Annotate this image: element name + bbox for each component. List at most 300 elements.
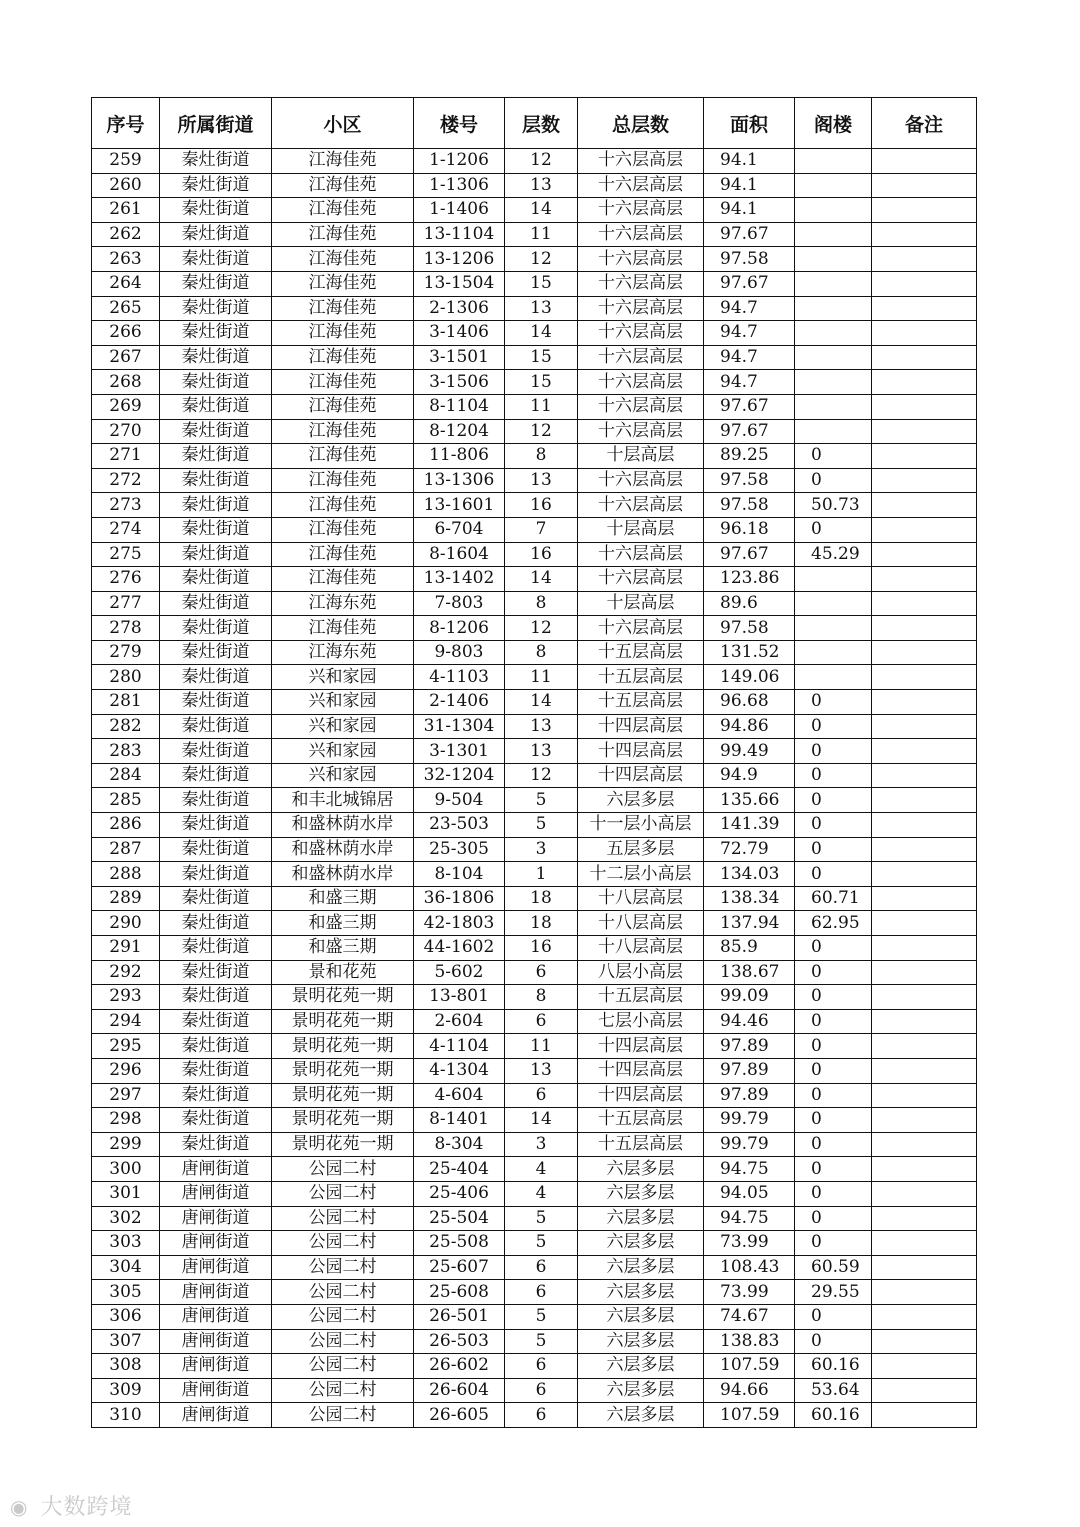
cell-street: 秦灶街道 <box>160 788 272 813</box>
cell-total: 六层多层 <box>578 1403 704 1428</box>
cell-index: 280 <box>92 665 160 690</box>
cell-floor: 18 <box>505 911 578 936</box>
cell-floor: 4 <box>505 1157 578 1182</box>
cell-community: 公园二村 <box>272 1157 414 1182</box>
cell-floor: 4 <box>505 1181 578 1206</box>
table-row <box>92 271 977 296</box>
cell-remarks <box>872 911 977 936</box>
cell-street: 秦灶街道 <box>160 665 272 690</box>
cell-community: 兴和家园 <box>272 665 414 690</box>
cell-floor: 5 <box>505 1206 578 1231</box>
cell-remarks <box>872 1403 977 1428</box>
cell-attic: 60.71 <box>795 886 872 911</box>
table-row <box>92 1403 977 1428</box>
cell-index: 310 <box>92 1403 160 1428</box>
cell-total: 十五层高层 <box>578 985 704 1010</box>
table-row <box>92 1009 977 1034</box>
cell-street: 秦灶街道 <box>160 616 272 641</box>
cell-community: 江海佳苑 <box>272 370 414 395</box>
cell-floor: 13 <box>505 468 578 493</box>
table-row <box>92 911 977 936</box>
cell-building: 26-605 <box>414 1403 505 1428</box>
cell-building: 9-504 <box>414 788 505 813</box>
cell-index: 288 <box>92 862 160 887</box>
cell-remarks <box>872 862 977 887</box>
header-attic: 阁楼 <box>795 98 872 149</box>
cell-remarks <box>872 1058 977 1083</box>
cell-street: 秦灶街道 <box>160 517 272 542</box>
cell-area: 97.67 <box>704 542 795 567</box>
cell-street: 秦灶街道 <box>160 173 272 198</box>
cell-street: 秦灶街道 <box>160 567 272 592</box>
cell-community: 江海东苑 <box>272 591 414 616</box>
cell-community: 公园二村 <box>272 1280 414 1305</box>
table-row <box>92 517 977 542</box>
cell-community: 江海佳苑 <box>272 493 414 518</box>
cell-remarks <box>872 690 977 715</box>
cell-floor: 6 <box>505 1280 578 1305</box>
cell-floor: 13 <box>505 714 578 739</box>
cell-remarks <box>872 1280 977 1305</box>
cell-building: 25-607 <box>414 1255 505 1280</box>
cell-community: 江海佳苑 <box>272 616 414 641</box>
cell-community: 和盛林荫水岸 <box>272 837 414 862</box>
cell-street: 秦灶街道 <box>160 542 272 567</box>
cell-index: 272 <box>92 468 160 493</box>
cell-attic <box>795 419 872 444</box>
cell-remarks <box>872 321 977 346</box>
cell-floor: 11 <box>505 394 578 419</box>
table-row <box>92 1378 977 1403</box>
cell-floor: 16 <box>505 493 578 518</box>
cell-street: 秦灶街道 <box>160 370 272 395</box>
table-row <box>92 149 977 174</box>
table-row <box>92 1083 977 1108</box>
cell-community: 景明花苑一期 <box>272 1132 414 1157</box>
cell-total: 十六层高层 <box>578 222 704 247</box>
cell-area: 97.89 <box>704 1083 795 1108</box>
cell-community: 江海佳苑 <box>272 173 414 198</box>
cell-index: 296 <box>92 1058 160 1083</box>
cell-attic <box>795 665 872 690</box>
header-remarks: 备注 <box>872 98 977 149</box>
cell-street: 秦灶街道 <box>160 763 272 788</box>
cell-community: 兴和家园 <box>272 739 414 764</box>
cell-index: 293 <box>92 985 160 1010</box>
cell-building: 3-1501 <box>414 345 505 370</box>
cell-remarks <box>872 665 977 690</box>
cell-building: 4-1103 <box>414 665 505 690</box>
cell-remarks <box>872 739 977 764</box>
cell-building: 5-602 <box>414 960 505 985</box>
cell-total: 十六层高层 <box>578 247 704 272</box>
cell-street: 秦灶街道 <box>160 1083 272 1108</box>
cell-remarks <box>872 493 977 518</box>
cell-attic: 0 <box>795 1231 872 1256</box>
cell-area: 97.67 <box>704 271 795 296</box>
cell-attic: 0 <box>795 1181 872 1206</box>
cell-community: 和盛三期 <box>272 936 414 961</box>
cell-total: 十六层高层 <box>578 493 704 518</box>
cell-floor: 12 <box>505 247 578 272</box>
cell-floor: 11 <box>505 1034 578 1059</box>
cell-attic <box>795 173 872 198</box>
cell-street: 秦灶街道 <box>160 1058 272 1083</box>
cell-remarks <box>872 1206 977 1231</box>
cell-floor: 14 <box>505 198 578 223</box>
cell-total: 十六层高层 <box>578 542 704 567</box>
table-row <box>92 813 977 838</box>
cell-area: 107.59 <box>704 1403 795 1428</box>
cell-street: 秦灶街道 <box>160 345 272 370</box>
cell-total: 十四层高层 <box>578 1034 704 1059</box>
cell-total: 十四层高层 <box>578 1083 704 1108</box>
cell-street: 唐闸街道 <box>160 1280 272 1305</box>
cell-community: 和盛三期 <box>272 911 414 936</box>
header-index: 序号 <box>92 98 160 149</box>
cell-street: 秦灶街道 <box>160 394 272 419</box>
cell-area: 97.67 <box>704 394 795 419</box>
header-floor: 层数 <box>505 98 578 149</box>
table-row <box>92 370 977 395</box>
table-row <box>92 1181 977 1206</box>
cell-street: 秦灶街道 <box>160 837 272 862</box>
cell-street: 唐闸街道 <box>160 1354 272 1379</box>
cell-street: 秦灶街道 <box>160 1132 272 1157</box>
cell-attic: 0 <box>795 1329 872 1354</box>
cell-community: 和盛三期 <box>272 886 414 911</box>
cell-community: 江海佳苑 <box>272 222 414 247</box>
cell-street: 秦灶街道 <box>160 813 272 838</box>
cell-floor: 14 <box>505 690 578 715</box>
cell-total: 十六层高层 <box>578 271 704 296</box>
cell-attic: 60.16 <box>795 1403 872 1428</box>
table-row <box>92 616 977 641</box>
cell-street: 秦灶街道 <box>160 1034 272 1059</box>
table-row <box>92 1329 977 1354</box>
cell-total: 十四层高层 <box>578 1058 704 1083</box>
cell-community: 江海佳苑 <box>272 444 414 469</box>
cell-index: 299 <box>92 1132 160 1157</box>
cell-building: 7-803 <box>414 591 505 616</box>
cell-index: 298 <box>92 1108 160 1133</box>
cell-building: 8-1204 <box>414 419 505 444</box>
cell-area: 134.03 <box>704 862 795 887</box>
cell-community: 公园二村 <box>272 1206 414 1231</box>
cell-remarks <box>872 1083 977 1108</box>
cell-floor: 16 <box>505 542 578 567</box>
cell-index: 274 <box>92 517 160 542</box>
cell-floor: 12 <box>505 763 578 788</box>
cell-total: 六层多层 <box>578 1157 704 1182</box>
cell-attic <box>795 345 872 370</box>
cell-community: 景明花苑一期 <box>272 1058 414 1083</box>
cell-total: 十层高层 <box>578 444 704 469</box>
cell-remarks <box>872 419 977 444</box>
table-row <box>92 714 977 739</box>
cell-total: 十四层高层 <box>578 714 704 739</box>
table-row <box>92 542 977 567</box>
cell-index: 286 <box>92 813 160 838</box>
cell-area: 99.09 <box>704 985 795 1010</box>
cell-attic: 0 <box>795 788 872 813</box>
cell-community: 江海佳苑 <box>272 247 414 272</box>
cell-attic: 0 <box>795 1206 872 1231</box>
cell-street: 秦灶街道 <box>160 149 272 174</box>
cell-street: 秦灶街道 <box>160 419 272 444</box>
cell-building: 6-704 <box>414 517 505 542</box>
cell-total: 十四层高层 <box>578 739 704 764</box>
weibo-icon: ◉ <box>10 1495 29 1519</box>
cell-attic: 29.55 <box>795 1280 872 1305</box>
cell-total: 六层多层 <box>578 1378 704 1403</box>
cell-index: 304 <box>92 1255 160 1280</box>
table-row <box>92 690 977 715</box>
cell-floor: 16 <box>505 936 578 961</box>
cell-index: 278 <box>92 616 160 641</box>
cell-area: 94.66 <box>704 1378 795 1403</box>
cell-area: 94.86 <box>704 714 795 739</box>
cell-attic <box>795 198 872 223</box>
cell-street: 秦灶街道 <box>160 985 272 1010</box>
cell-area: 141.39 <box>704 813 795 838</box>
cell-remarks <box>872 813 977 838</box>
cell-attic: 0 <box>795 1108 872 1133</box>
cell-attic: 0 <box>795 1058 872 1083</box>
cell-remarks <box>872 222 977 247</box>
cell-attic <box>795 616 872 641</box>
cell-community: 兴和家园 <box>272 714 414 739</box>
cell-remarks <box>872 1354 977 1379</box>
cell-floor: 12 <box>505 149 578 174</box>
cell-floor: 1 <box>505 862 578 887</box>
cell-index: 268 <box>92 370 160 395</box>
cell-total: 十六层高层 <box>578 419 704 444</box>
table-row <box>92 1255 977 1280</box>
cell-street: 秦灶街道 <box>160 936 272 961</box>
cell-attic <box>795 271 872 296</box>
cell-index: 297 <box>92 1083 160 1108</box>
cell-area: 97.58 <box>704 247 795 272</box>
cell-community: 兴和家园 <box>272 690 414 715</box>
cell-remarks <box>872 788 977 813</box>
cell-street: 秦灶街道 <box>160 271 272 296</box>
cell-index: 275 <box>92 542 160 567</box>
cell-attic <box>795 149 872 174</box>
cell-street: 秦灶街道 <box>160 198 272 223</box>
cell-attic <box>795 567 872 592</box>
cell-street: 秦灶街道 <box>160 960 272 985</box>
cell-building: 3-1406 <box>414 321 505 346</box>
cell-building: 25-608 <box>414 1280 505 1305</box>
cell-remarks <box>872 567 977 592</box>
cell-attic <box>795 640 872 665</box>
cell-total: 十五层高层 <box>578 640 704 665</box>
cell-community: 江海东苑 <box>272 640 414 665</box>
table-row <box>92 296 977 321</box>
table-row <box>92 247 977 272</box>
cell-floor: 6 <box>505 1354 578 1379</box>
cell-total: 十六层高层 <box>578 468 704 493</box>
cell-building: 23-503 <box>414 813 505 838</box>
table-row <box>92 173 977 198</box>
cell-floor: 6 <box>505 960 578 985</box>
table-row <box>92 493 977 518</box>
cell-area: 99.79 <box>704 1108 795 1133</box>
cell-community: 公园二村 <box>272 1231 414 1256</box>
cell-index: 295 <box>92 1034 160 1059</box>
cell-index: 283 <box>92 739 160 764</box>
cell-street: 秦灶街道 <box>160 222 272 247</box>
cell-area: 97.67 <box>704 419 795 444</box>
cell-remarks <box>872 591 977 616</box>
cell-area: 94.1 <box>704 149 795 174</box>
cell-building: 26-503 <box>414 1329 505 1354</box>
cell-floor: 5 <box>505 1329 578 1354</box>
cell-total: 八层小高层 <box>578 960 704 985</box>
cell-remarks <box>872 173 977 198</box>
table-row <box>92 567 977 592</box>
cell-area: 149.06 <box>704 665 795 690</box>
table-row <box>92 960 977 985</box>
cell-community: 公园二村 <box>272 1403 414 1428</box>
table-row <box>92 1304 977 1329</box>
cell-floor: 3 <box>505 837 578 862</box>
cell-index: 261 <box>92 198 160 223</box>
cell-building: 13-1306 <box>414 468 505 493</box>
cell-area: 107.59 <box>704 1354 795 1379</box>
cell-index: 262 <box>92 222 160 247</box>
cell-index: 294 <box>92 1009 160 1034</box>
cell-total: 十六层高层 <box>578 394 704 419</box>
cell-area: 108.43 <box>704 1255 795 1280</box>
cell-community: 公园二村 <box>272 1181 414 1206</box>
cell-building: 1-1206 <box>414 149 505 174</box>
cell-attic: 60.59 <box>795 1255 872 1280</box>
table-row <box>92 665 977 690</box>
cell-building: 36-1806 <box>414 886 505 911</box>
cell-remarks <box>872 542 977 567</box>
cell-remarks <box>872 394 977 419</box>
cell-floor: 14 <box>505 567 578 592</box>
cell-street: 唐闸街道 <box>160 1181 272 1206</box>
table-row <box>92 394 977 419</box>
cell-attic: 60.16 <box>795 1354 872 1379</box>
cell-building: 3-1506 <box>414 370 505 395</box>
cell-attic: 0 <box>795 813 872 838</box>
cell-total: 六层多层 <box>578 1329 704 1354</box>
cell-floor: 14 <box>505 321 578 346</box>
cell-area: 99.49 <box>704 739 795 764</box>
table-row <box>92 591 977 616</box>
cell-community: 景和花苑 <box>272 960 414 985</box>
cell-community: 江海佳苑 <box>272 394 414 419</box>
cell-total: 十二层小高层 <box>578 862 704 887</box>
cell-total: 六层多层 <box>578 1206 704 1231</box>
cell-floor: 8 <box>505 591 578 616</box>
cell-building: 26-604 <box>414 1378 505 1403</box>
cell-total: 十六层高层 <box>578 321 704 346</box>
cell-street: 唐闸街道 <box>160 1157 272 1182</box>
cell-remarks <box>872 1132 977 1157</box>
cell-remarks <box>872 198 977 223</box>
cell-remarks <box>872 616 977 641</box>
cell-building: 25-504 <box>414 1206 505 1231</box>
table-row <box>92 444 977 469</box>
cell-community: 江海佳苑 <box>272 468 414 493</box>
header-building: 楼号 <box>414 98 505 149</box>
cell-index: 303 <box>92 1231 160 1256</box>
table-row <box>92 739 977 764</box>
table-row <box>92 1206 977 1231</box>
cell-community: 江海佳苑 <box>272 198 414 223</box>
cell-attic: 0 <box>795 1034 872 1059</box>
table-row <box>92 1132 977 1157</box>
cell-area: 73.99 <box>704 1280 795 1305</box>
cell-building: 4-1304 <box>414 1058 505 1083</box>
cell-index: 264 <box>92 271 160 296</box>
cell-community: 公园二村 <box>272 1255 414 1280</box>
cell-area: 97.58 <box>704 616 795 641</box>
cell-remarks <box>872 1329 977 1354</box>
cell-building: 2-1306 <box>414 296 505 321</box>
cell-attic: 62.95 <box>795 911 872 936</box>
cell-street: 秦灶街道 <box>160 640 272 665</box>
cell-street: 秦灶街道 <box>160 714 272 739</box>
cell-community: 江海佳苑 <box>272 271 414 296</box>
cell-area: 137.94 <box>704 911 795 936</box>
cell-area: 94.9 <box>704 763 795 788</box>
cell-area: 96.68 <box>704 690 795 715</box>
cell-building: 3-1301 <box>414 739 505 764</box>
cell-remarks <box>872 1009 977 1034</box>
cell-index: 292 <box>92 960 160 985</box>
cell-index: 307 <box>92 1329 160 1354</box>
cell-building: 8-1104 <box>414 394 505 419</box>
cell-street: 唐闸街道 <box>160 1378 272 1403</box>
cell-attic <box>795 370 872 395</box>
cell-community: 公园二村 <box>272 1378 414 1403</box>
cell-index: 285 <box>92 788 160 813</box>
cell-floor: 13 <box>505 1058 578 1083</box>
cell-total: 十层高层 <box>578 591 704 616</box>
cell-building: 2-604 <box>414 1009 505 1034</box>
cell-floor: 7 <box>505 517 578 542</box>
cell-index: 291 <box>92 936 160 961</box>
cell-area: 94.05 <box>704 1181 795 1206</box>
cell-floor: 8 <box>505 444 578 469</box>
cell-remarks <box>872 296 977 321</box>
cell-attic: 0 <box>795 862 872 887</box>
cell-community: 江海佳苑 <box>272 321 414 346</box>
cell-building: 25-508 <box>414 1231 505 1256</box>
cell-floor: 8 <box>505 985 578 1010</box>
cell-attic: 0 <box>795 468 872 493</box>
cell-attic: 0 <box>795 1304 872 1329</box>
cell-attic: 0 <box>795 1132 872 1157</box>
cell-floor: 6 <box>505 1083 578 1108</box>
cell-community: 公园二村 <box>272 1304 414 1329</box>
cell-street: 唐闸街道 <box>160 1304 272 1329</box>
cell-building: 8-1401 <box>414 1108 505 1133</box>
cell-area: 94.75 <box>704 1206 795 1231</box>
cell-street: 秦灶街道 <box>160 247 272 272</box>
cell-index: 300 <box>92 1157 160 1182</box>
cell-community: 公园二村 <box>272 1329 414 1354</box>
cell-area: 72.79 <box>704 837 795 862</box>
cell-remarks <box>872 271 977 296</box>
cell-index: 276 <box>92 567 160 592</box>
